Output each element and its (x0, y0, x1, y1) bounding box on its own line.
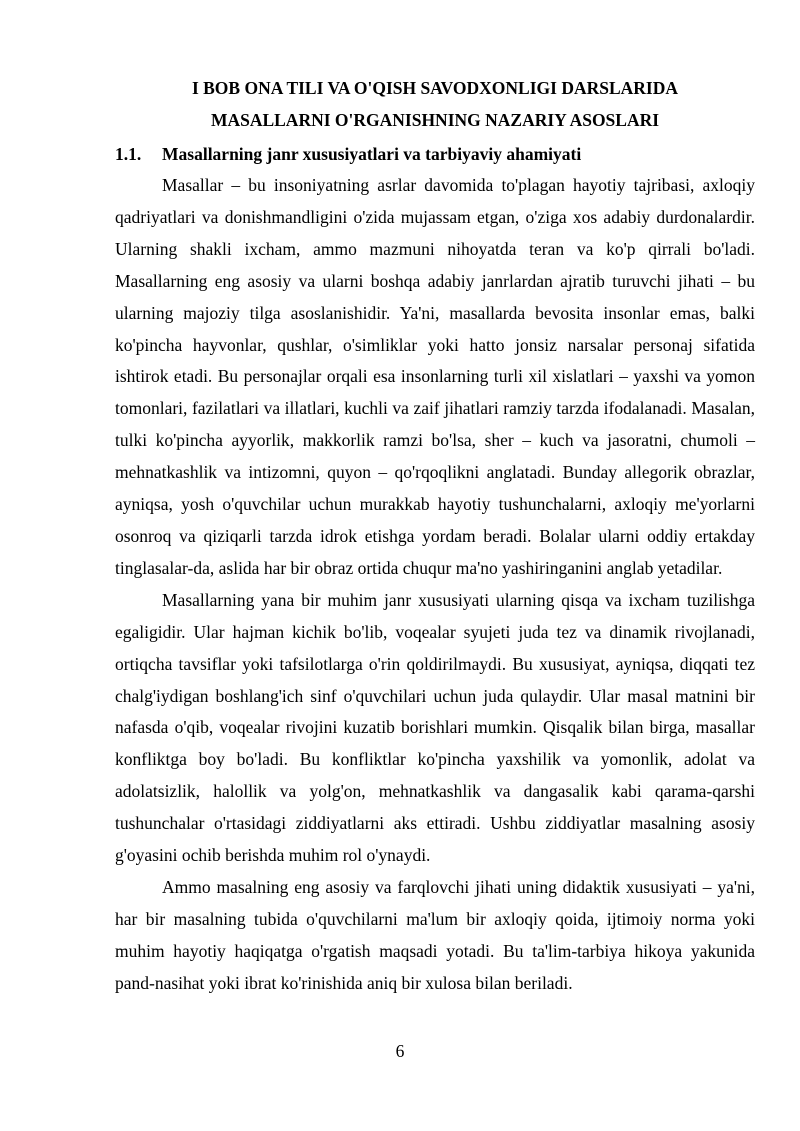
section-number: 1.1. (115, 144, 142, 164)
section-title: Masallarning janr xususiyatlari va tarbiyaviy ahamiyati (162, 144, 582, 164)
paragraph-1: Masallar – bu insoniyatning asrlar davomida to'plagan hayotiy tajribasi, axloqiy qadriyatlari va donishmandligini o'zida mujassam etgan, o'ziga xos adabiy durdonalardir. Ularning shakli ixcham, ammo mazmuni nihoyatda teran va ko'p qirrali bo'ladi. Masallarning eng asosiy va ularni boshqa adabiy janrlardan ajratib turuvchi jihati – bu ularning majoziy tilga asoslanishidir. Ya'ni, masallarda bevosita insonlar emas, balki ko'pincha hayvonlar, qushlar, o'simliklar yoki hatto jonsiz narsalar personaj sifatida ishtirok etadi. Bu personajlar orqali esa insonlarning turli xil xislatlari – yaxshi va yomon tomonlari, fazilatlari va illatlari, kuchli va zaif jihatlari ramziy tarzda ifodalanadi. Masalan, tulki ko'pincha ayyorlik, makkorlik ramzi bo'lsa, sher – kuch va jasoratni, chumoli – mehnatkashlik va intizomni, quyon – qo'rqoqlikni anglatadi. Bunday allegorik obrazlar, ayniqsa, yosh o'quvchilar uchun murakkab hayotiy tushunchalarni, axloqiy me'yorlarni osonroq va qiziqarli tarzda idrok etishga yordam beradi. Bolalar ularni oddiy ertakday tinglasalar-da, aslida har bir obraz ortida chuqur ma'no yashiringanini anglab yetadilar. (115, 175, 755, 578)
chapter-title-line-2: MASALLARNI O'RGANISHNING NAZARIY ASOSLARI (210, 110, 660, 130)
paragraph-3: Ammo masalning eng asosiy va farqlovchi jihati uning didaktik xususiyati – ya'ni, har bir masalning tubida o'quvchilarni ma'lum bir axloqiy qoida, ijtimoiy norma yoki muhim hayotiy haqiqatga o'rgatish maqsadi yotadi. Bu ta'lim-tarbiya hikoya yakunida pand-nasihat yoki ibrat ko'rinishida aniq bir xulosa bilan beriladi. (115, 876, 755, 993)
section-heading (115, 144, 581, 164)
chapter-title-line-1: I BOB ONA TILI VA O'QISH SAVODXONLIGI DARSLARIDA (191, 78, 679, 98)
paragraph-2: Masallarning yana bir muhim janr xususiyati ularning qisqa va ixcham tuzilishga egaligidir. Ular hajman kichik bo'lib, voqealar syujeti juda tez va dinamik rivojlanadi, ortiqcha tavsiflar yoki tafsilotlarga o'rin qoldirilmaydi. Bu xususiyat, ayniqsa, diqqati tez chalg'iydigan boshlang'ich sinf o'quvchilari uchun juda qulaydir. Ular masal matnini bir nafasda o'qib, voqealar rivojini kuzatib borishlari mumkin. Qisqalik bilan birga, masallar konfliktga boy bo'ladi. Bu konfliktlar ko'pincha yaxshilik va yomonlik, adolat va adolatsizlik, halollik va yolg'on, mehnatkashlik va dangasalik kabi qarama-qarshi tushunchalar o'rtasidagi ziddiyatlarni aks ettiradi. Ushbu ziddiyatlar masalning asosiy g'oyasini ochib berishda muhim rol o'ynaydi. (115, 589, 755, 866)
body-text (115, 170, 755, 1000)
page-number: 6 (395, 1041, 405, 1061)
